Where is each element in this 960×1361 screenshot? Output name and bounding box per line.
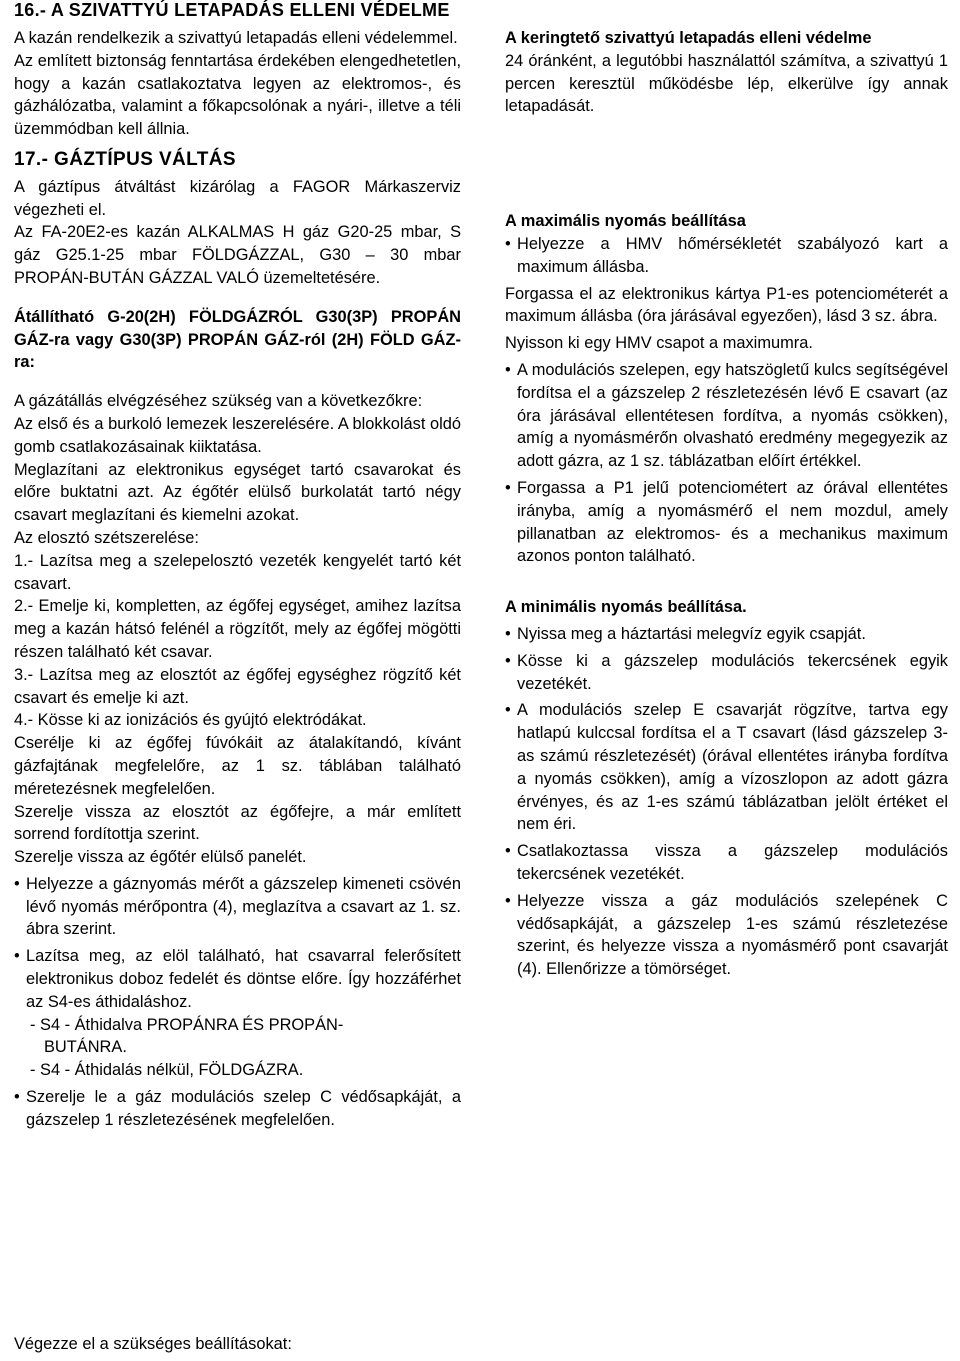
- section-16-title: 16.- A SZIVATTYÚ LETAPADÁS ELLENI VÉDELME: [14, 0, 450, 20]
- paragraph: Nyisson ki egy HMV csapot a maximumra.: [505, 334, 813, 353]
- min-pressure-heading: A minimális nyomás beállítása.: [505, 598, 747, 617]
- paragraph: A kazán rendelkezik a szivattyú letapadás elleni védelemmel.: [14, 29, 458, 47]
- bullet-item: • Helyezze vissza a gáz modulációs szelepének C védősapkáját, a gázszelep 1-es számú részletezése szerint, és helyezze vissza a nyomásmérő pont csavarját (4). Ellenőrizze a tömörséget.: [505, 890, 948, 981]
- step-item: 1.- Lazítsa meg a szelepelosztó vezeték kengyelét tartó két csavart.: [14, 551, 461, 593]
- paragraph: Forgassa el az elektronikus kártya P1-es potenciométerét a maximum állásba (óra járásával egyezően), lásd 3 sz. ábra.: [505, 284, 948, 326]
- bullet-item: • Lazítsa meg, az elöl található, hat csavarral felerősített elektronikus doboz fedelét és döntse előre. Így hozzáférhet az S4-es áthidaláshoz.: [14, 945, 461, 1013]
- dash-item-continuation: BUTÁNRA.: [44, 1038, 127, 1057]
- bullet-item: • A modulációs szelepen, egy hatszögletű kulcs segítségével fordítsa el a gázszelep 2 részletezésén lévő E csavart (az óra járásával ellentétesen fordítva, a nyomás csökken), amíg a nyomásmérőn olvasható eredmény megegyezik az adott gázra, az 1 sz. táblázatban előírt értékkel.: [505, 359, 948, 473]
- subheading: Az elosztó szétszerelése:: [14, 528, 199, 547]
- bullet-item: • Nyissa meg a háztartási melegvíz egyik csapját.: [505, 623, 948, 646]
- paragraph: Cserélje ki az égőfej fúvókáit az átalakítandó, kívánt gázfajtának megfelelőre, az 1 sz. táblában található méretezésnek megfelelően.: [14, 734, 461, 798]
- paragraph: Az FA-20E2-es kazán ALKALMAS H gáz G20-25 mbar, S gáz G25.1-25 mbar FÖLDGÁZZAL, G30 – 30 mbar PROPÁN-BUTÁN GÁZZAL VALÓ üzemeltetésére.: [14, 223, 461, 287]
- max-pressure-heading: A maximális nyomás beállítása: [505, 212, 746, 231]
- bullet-item: • A modulációs szelep E csavarját rögzítve, tartva egy hatlapú kulccsal fordítsa el a T csavart (lásd gázszelep 3-as számú részletezését) (órával ellentétes irányba fordítva a nyomás csökken), amíg a vízoszlopon az adott gázra érvényes, és az 1-es számú táblázatban jelölt értéket el nem éri.: [505, 699, 948, 836]
- paragraph: Szerelje vissza az égőtér elülső panelét.: [14, 848, 307, 867]
- bullet-item: • Kösse ki a gázszelep modulációs tekercsének egyik vezetékét.: [505, 650, 948, 696]
- step-item: 4.- Kösse ki az ionizációs és gyújtó elektródákat.: [14, 711, 367, 730]
- section-17-title: 17.- GÁZTÍPUS VÁLTÁS: [14, 148, 236, 170]
- bullet-item: • Helyezze a gáznyomás mérőt a gázszelep kimeneti csövén lévő nyomás mérőpontra (4), meglazítva a csavart az 1. sz. ábra szerint.: [14, 873, 461, 941]
- dash-item: - S4 - Áthidalva PROPÁNRA ÉS PROPÁN-: [30, 1015, 344, 1034]
- paragraph: Az első és a burkoló lemezek leszerelésére. A blokkolást oldó gomb csatlakozásainak kiiktatása.: [14, 414, 461, 456]
- footer-text: Végezze el a szükséges beállításokat:: [14, 1335, 292, 1353]
- step-item: 2.- Emelje ki, kompletten, az égőfej egységet, amihez lazítsa meg a kazán hátsó felénél a rögzítőt, mely az égőfej mögötti részen található két csavar.: [14, 597, 461, 661]
- bullet-item: • Szerelje le a gáz modulációs szelep C védősapkáját, a gázszelep 1 részletezésének megfelelően.: [14, 1086, 461, 1132]
- paragraph: A gázátállás elvégzéséhez szükség van a következőkre:: [14, 392, 423, 411]
- bullet-item: • Helyezze a HMV hőmérsékletét szabályozó kart a maximum állásba.: [505, 233, 948, 279]
- paragraph: A gáztípus átváltást kizárólag a FAGOR Márkaszerviz végezheti el.: [14, 177, 461, 219]
- bullet-item: • Forgassa a P1 jelű potenciométert az órával ellentétes irányba, amíg a nyomásmérő el nem mozdul, amely pillanatban az elektromos- és a mechanikus maximum azonos ponton található.: [505, 477, 948, 568]
- pump-protection-heading: A keringtető szivattyú letapadás elleni védelme: [505, 29, 872, 47]
- bullet-item: • Csatlakoztassa vissza a gázszelep modulációs tekercsének vezetékét.: [505, 840, 948, 886]
- left-column: [14, 27, 461, 1132]
- dash-item: - S4 - Áthidalás nélkül, FÖLDGÁZRA.: [30, 1061, 304, 1080]
- step-item: 3.- Lazítsa meg az elosztót az égőfej egységhez rögzítő két csavart és emelje ki azt.: [14, 665, 461, 707]
- paragraph: 24 óránként, a legutóbbi használattól számítva, a szivattyú 1 percen keresztül működésbe lép, elkerülve így annak letapadását.: [505, 51, 948, 116]
- paragraph: Szerelje vissza az elosztót az égőfejre, a már említett sorrend fordítottja szerint.: [14, 802, 461, 844]
- paragraph: Az említett biztonság fenntartása érdekében elengedhetetlen, hogy a kazán csatlakoztatva legyen az elektromos-, és gázhálózatba, valamint a főkapcsolónak a nyári-, illetve a téli üzemmódban kell állnia.: [14, 51, 461, 139]
- right-column: [505, 27, 948, 981]
- paragraph: Meglazítani az elektronikus egységet tartó csavarokat és előre buktatni azt. Az égőtér elülső burkolatát tartó négy csavart meglazítani és kiemelni azokat.: [14, 460, 461, 525]
- conversion-heading: Átállítható G-20(2H) FÖLDGÁZRÓL G30(3P) PROPÁN GÁZ-ra vagy G30(3P) PROPÁN GÁZ-ról (2H) FÖLD GÁZ-ra:: [14, 307, 461, 372]
